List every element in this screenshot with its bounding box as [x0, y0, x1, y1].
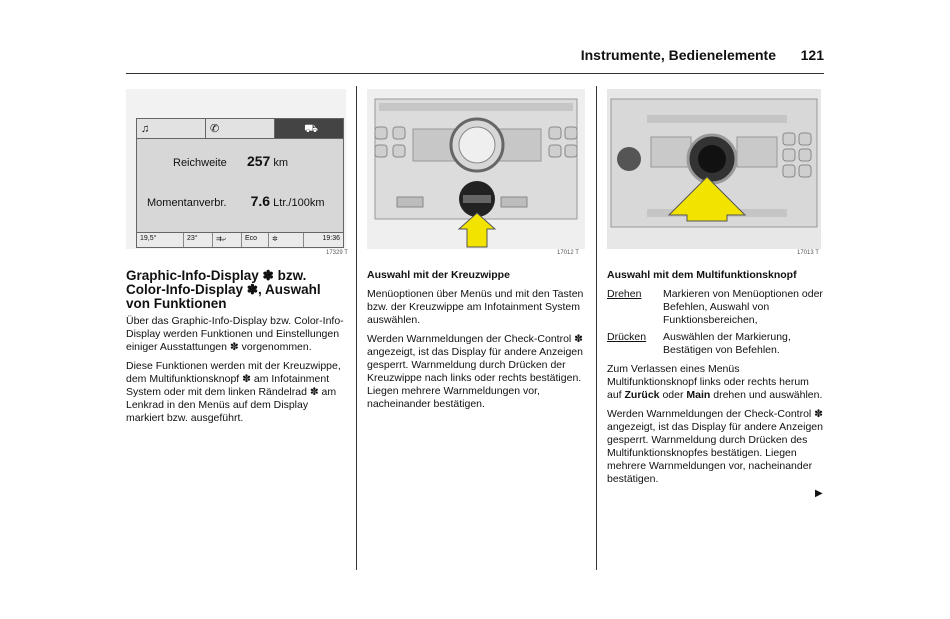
- definition-item: [607, 331, 823, 357]
- column-2: [367, 269, 585, 417]
- definition-desc: Auswählen der Markierung, Bestätigen von Befehlen.: [663, 331, 791, 356]
- clock: 19:36: [322, 235, 340, 242]
- consumption-unit: Ltr./100km: [273, 197, 325, 209]
- display-tabs: [137, 119, 343, 139]
- display-row-consumption: [147, 193, 325, 209]
- paragraph: Menüoptionen über Menüs und mit den Tasten bzw. der Kreuzwippe am Infotainment System auswählen.: [367, 288, 584, 326]
- definition-term: Drehen: [607, 288, 642, 300]
- range-unit: km: [273, 157, 289, 169]
- section-heading: Auswahl mit der Kreuzwippe: [367, 269, 510, 281]
- paragraph: Diese Funktionen werden mit der Kreuzwippe, dem Multifunktionsknopf ✽ am Infotainment System oder mit dem linken Rändelrad ✽ am Lenkrad in den Menüs auf dem Display markiert bzw. ausgeführt.: [126, 360, 341, 424]
- definition-item: [607, 288, 823, 327]
- display-row-range: [173, 153, 288, 169]
- definition-term: Drücken: [607, 331, 647, 343]
- range-label: Reichweite: [173, 157, 227, 169]
- page-number: 121: [800, 47, 824, 63]
- paragraph: [607, 363, 823, 402]
- text-run: drehen und auswählen.: [710, 389, 823, 401]
- text-bold: Zurück: [624, 389, 660, 401]
- paragraph: Werden Warnmeldungen der Check-Control ✽ angezeigt, ist das Display für andere Anzeigen gesperrt. Warnmeldung durch Drücken der Kreuzwippe nach links oder rechts bestätigen. Liegen mehrere Warnmeldungen vor, nacheinander bestätigen.: [367, 333, 583, 410]
- text-bold: Main: [686, 389, 711, 401]
- section-heading: Auswahl mit dem Multifunktionsknopf: [607, 269, 797, 281]
- info-display-screen: [136, 118, 344, 248]
- figure-id: 17013 T: [797, 250, 819, 256]
- fan-icon: ✲: [269, 233, 304, 247]
- figure-infotainment-knob: [607, 89, 821, 249]
- phone-tab-icon: ✆: [206, 119, 275, 139]
- audio-tab-icon: ♫: [137, 119, 206, 139]
- section-heading: Graphic-Info-Display ✽ bzw. Color-Info-Display ✽, Auswahl von Funktionen: [126, 268, 321, 311]
- rocker-illustration-icon: [367, 89, 585, 249]
- outside-temp: 19,5°: [137, 233, 184, 247]
- eco-label: Eco: [242, 233, 269, 247]
- column-1: [126, 269, 346, 431]
- header-title: Instrumente, Bedienelemente: [580, 47, 776, 63]
- figure-infotainment-rocker: [367, 89, 585, 249]
- text-run: oder: [659, 389, 687, 401]
- column-divider: [596, 86, 597, 570]
- airflow-icon: ⇉⤶: [213, 233, 242, 247]
- column-divider: [356, 86, 357, 570]
- definition-desc: Markieren von Menüoptionen oder Befehlen, Auswahl von Funktionsbereichen,: [663, 288, 823, 326]
- range-value: 257: [246, 153, 271, 169]
- next-page-arrow-icon: ▶: [815, 488, 823, 499]
- inside-temp: 23°: [184, 233, 213, 247]
- paragraph: Über das Graphic-Info-Display bzw. Color-Info-Display werden Funktionen und Einstellungen einiger Ausstattungen ✽ vorgenommen.: [126, 315, 344, 353]
- figure-id: 17329 T: [326, 250, 348, 256]
- figure-id: 17012 T: [557, 250, 579, 256]
- paragraph: Werden Warnmeldungen der Check-Control ✽ angezeigt, ist das Display für andere Anzeigen gesperrt. Warnmeldung durch Drücken des Multifunktionsknopfes bestätigen. Liegen mehrere Warnmeldungen vor, nacheinander bestätigen.: [607, 408, 823, 485]
- consumption-value: 7.6: [250, 193, 271, 209]
- display-status-bar: [137, 232, 343, 247]
- knob-illustration-icon: [607, 89, 821, 249]
- header-rule: [126, 73, 824, 74]
- vehicle-tab-icon: ⛟: [275, 119, 343, 139]
- page-header: [126, 47, 824, 67]
- text-run: Zum Verlassen eines Menüs Multifunktionsknopf links oder rechts herum auf: [607, 363, 809, 401]
- consumption-label: Momentanverbr.: [147, 197, 227, 209]
- column-3: [607, 269, 823, 492]
